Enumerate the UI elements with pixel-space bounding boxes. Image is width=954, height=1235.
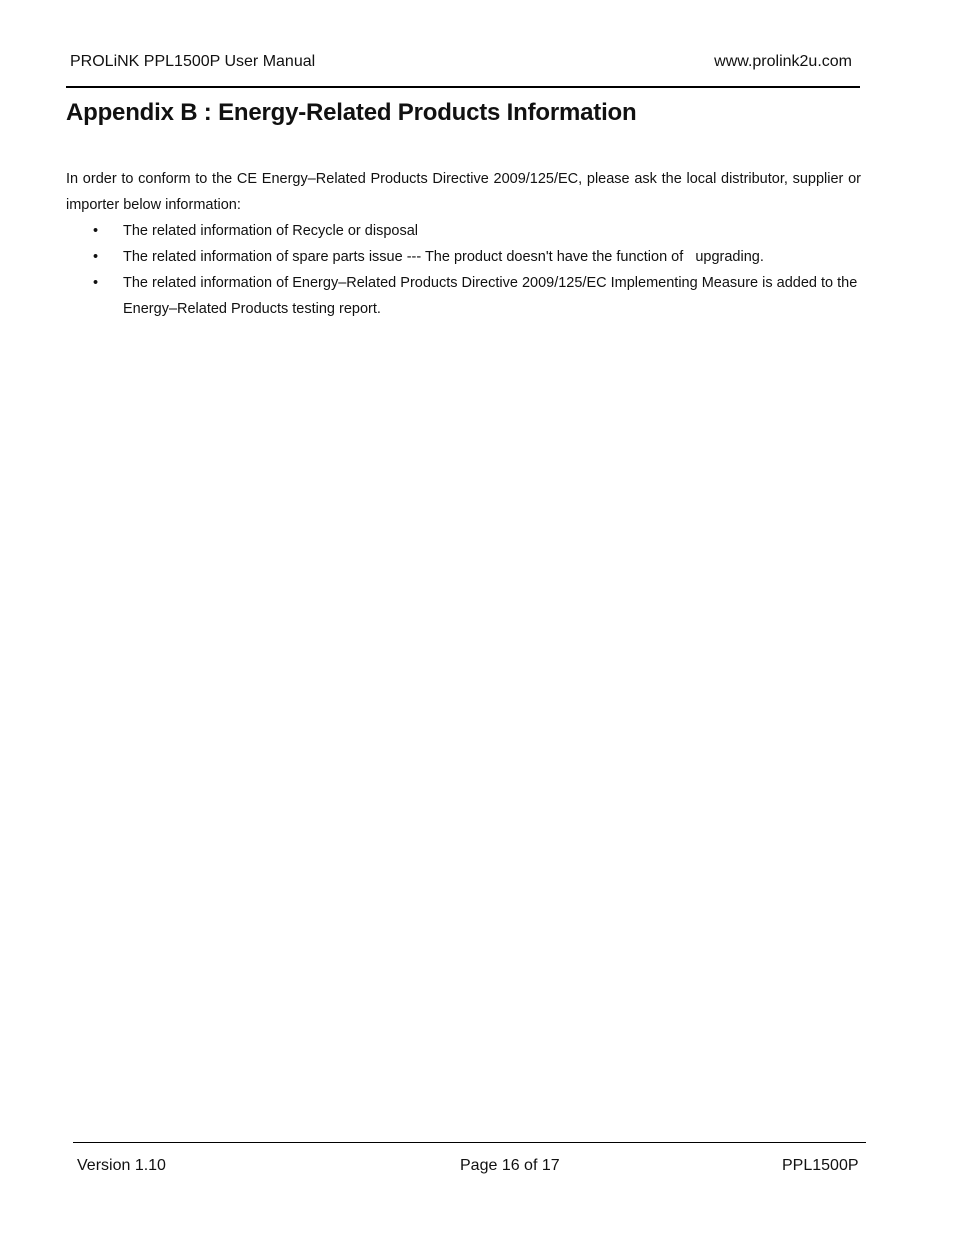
- list-item-text: The related information of Recycle or disposal: [123, 223, 418, 239]
- list-item: [66, 218, 861, 244]
- header-divider: [66, 86, 860, 88]
- list-item-text: The related information of spare parts issue --- The product doesn't have the function of upgrading.: [123, 249, 764, 265]
- footer-divider: [73, 1142, 866, 1143]
- page-header: [70, 53, 860, 77]
- page-title: Appendix B : Energy-Related Products Information: [66, 99, 637, 126]
- bullet-icon: •: [93, 249, 99, 265]
- footer-version: Version 1.10: [77, 1157, 166, 1174]
- document-body: [66, 166, 861, 322]
- information-list: [66, 218, 861, 322]
- list-item: [66, 270, 861, 322]
- list-item-text: The related information of Energy–Related Products Directive 2009/125/EC Implementing Measure is added to the Energy–Related Products testing report.: [123, 275, 858, 317]
- bullet-icon: •: [93, 275, 99, 291]
- bullet-icon: •: [93, 223, 99, 239]
- manual-title: PROLiNK PPL1500P User Manual: [70, 53, 316, 70]
- website-url: www.prolink2u.com: [714, 53, 852, 70]
- list-item: [66, 244, 861, 270]
- intro-paragraph: In order to conform to the CE Energy–Related Products Directive 2009/125/EC, please ask the local distributor, supplier or importer below information:: [66, 171, 861, 213]
- footer-page-number: Page 16 of 17: [460, 1157, 560, 1174]
- footer-model: PPL1500P: [782, 1157, 859, 1174]
